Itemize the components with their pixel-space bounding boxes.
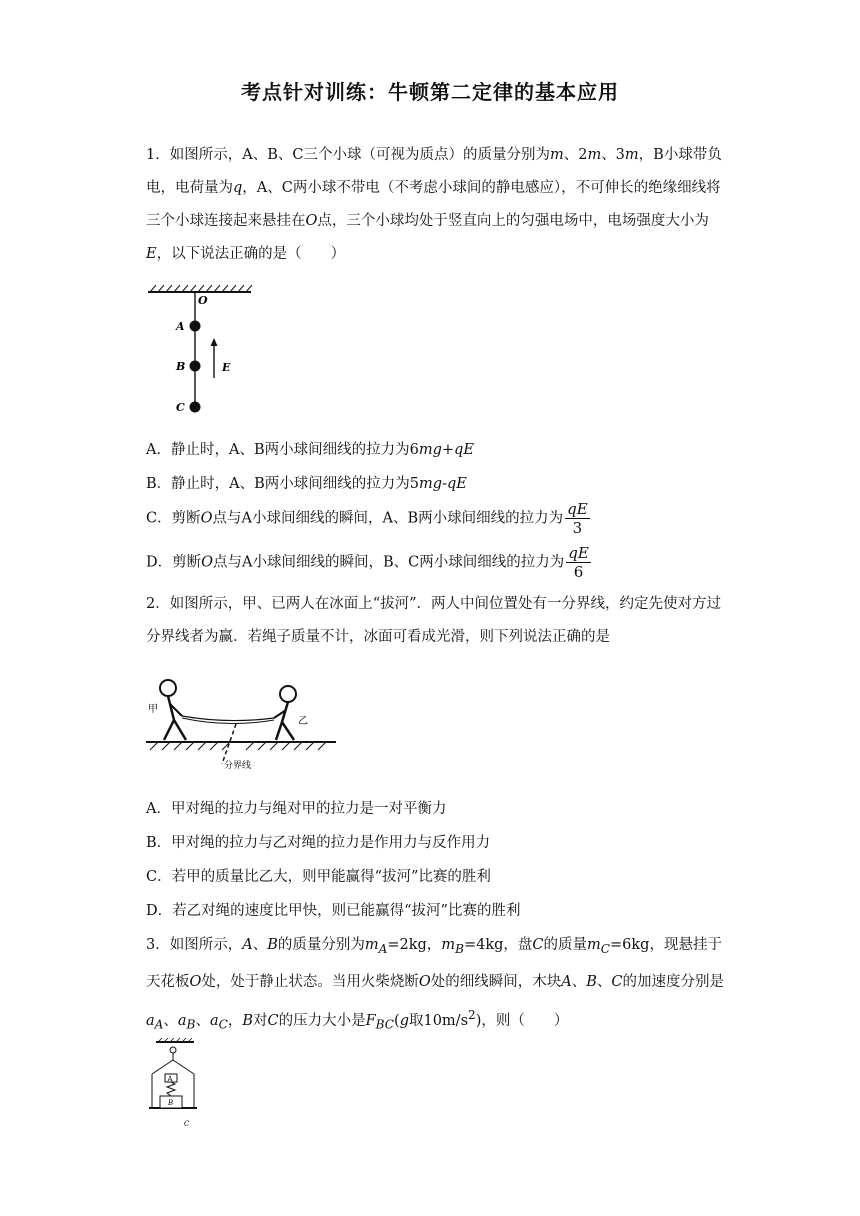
- q2-option-d[interactable]: D．若乙对绳的速度比甲快，则已能赢得“拔河”比赛的胜利: [146, 903, 521, 919]
- svg-text:A: A: [167, 1075, 173, 1083]
- arrow-up-icon: [211, 338, 218, 346]
- fraction: $\frac{qE}{6}$: [568, 544, 589, 581]
- svg-text:A: A: [176, 320, 185, 333]
- head: [280, 686, 296, 702]
- q1-option-a[interactable]: A．静止时，A、B两小球间细线的拉力为6mg+qE: [146, 442, 474, 458]
- ball-b: [190, 361, 201, 372]
- spring: [167, 1082, 175, 1096]
- q1-figure: [146, 282, 256, 417]
- q1-option-d[interactable]: D．剪断O点与A小球间细线的瞬间，B、C两小球间细线的拉力为 $\frac{qE}{6}$: [146, 544, 589, 581]
- q3-stem: 3．如图所示，A、B的质量分别为$m_A=2kg$，$m_B=4kg$，盘C的质量$m_C=6kg$，现悬挂于天花板O处，处于静止状态。当用火柴烧断O处的细线瞬间，木块A、B、C的加速度分别是$a_A$、$a_B$、$a_C$，B对C的压力大小是$F_{BC}(g$取$10m/s^2$)，则（ ）: [146, 937, 725, 1032]
- svg-text:E: E: [222, 361, 231, 374]
- svg-text:B: B: [168, 1099, 174, 1107]
- q2-figure: [146, 672, 341, 772]
- ball-a: [190, 321, 201, 332]
- q2-stem: 2．如图所示，甲、已两人在冰面上“拔河”．两人中间位置处有一分界线，约定先使对方过分界线者为赢．若绳子质量不计，冰面可看成光滑，则下列说法正确的是: [146, 596, 722, 645]
- q2-option-c[interactable]: C．若甲的质量比乙大，则甲能赢得“拔河”比赛的胜利: [146, 869, 491, 885]
- svg-text:C: C: [184, 1120, 190, 1128]
- head: [160, 680, 176, 696]
- q2-option-a[interactable]: A．甲对绳的拉力与绳对甲的拉力是一对平衡力: [146, 801, 447, 817]
- rope: [182, 716, 274, 721]
- svg-text:甲: 甲: [148, 704, 158, 715]
- q1-option-c[interactable]: C．剪断O点与A小球间细线的瞬间，A、B两小球间细线的拉力为 $\frac{qE}{3}$: [146, 500, 588, 537]
- q1-stem: 1．如图所示，A、B、C三个小球（可视为质点）的质量分别为m、2m、3m，B小球带负电，电荷量为q，A、C两小球不带电（不考虑小球间的静电感应），不可伸长的绝缘细线将三个小球连接起来悬挂在O点，三个小球均处于竖直向上的匀强电场中，电场强度大小为E，以下说法正确的是（ ）: [146, 147, 722, 262]
- svg-text:分界线: 分界线: [224, 761, 252, 771]
- q2-option-b[interactable]: B．甲对绳的拉力与乙对绳的拉力是作用力与反作用力: [146, 835, 491, 851]
- fraction: $\frac{qE}{3}$: [567, 500, 588, 537]
- ball-c: [190, 402, 201, 413]
- svg-text:O: O: [198, 294, 208, 307]
- svg-text:B: B: [176, 360, 186, 373]
- page-title: 考点针对训练：牛顿第二定律的基本应用: [241, 80, 619, 104]
- dividing-line: [222, 724, 236, 764]
- q3-figure: [146, 1038, 206, 1130]
- svg-text:乙: 乙: [298, 716, 308, 727]
- q1-option-b[interactable]: B．静止时，A、B两小球间细线的拉力为5mg-qE: [146, 476, 467, 492]
- svg-text:C: C: [176, 401, 185, 414]
